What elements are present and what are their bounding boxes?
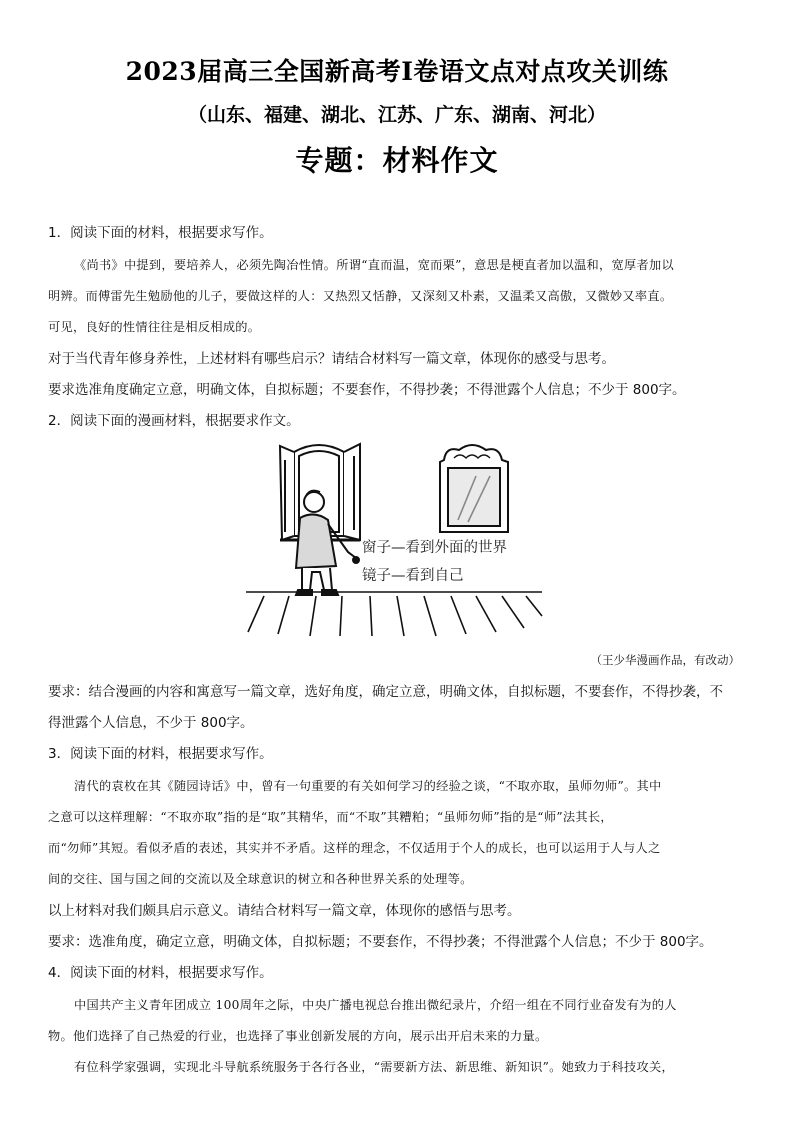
q4-material-2 [48,1052,748,1083]
q3-requirement: 要求：选准角度，确定立意，明确文体，自拟标题；不要套作，不得抄袭；不得泄露个人信息；不少于 800字。 [48,934,713,950]
main-title: 2023届高三全国新高考Ⅰ卷语文点对点攻关训练 [125,57,669,86]
q4-material [48,990,748,1052]
q1-material-line: 《尚书》中提到，要培养人，必须先陶冶性情。所谓“直而温，宽而栗”，意思是梗直者加以温和，宽厚者加以 [74,258,674,272]
mirror-icon [440,445,508,532]
comic-caption-window: 窗子—看到外面的世界 [362,540,507,556]
floor-lines [246,592,542,636]
q2-requirement-line: 要求：结合漫画的内容和寓意写一篇文章，选好角度，确定立意，明确文体，自拟标题，不要套作，不得抄袭，不 [48,684,723,700]
q1-prompt: 对于当代青年修身养性，上述材料有哪些启示？请结合材料写一篇文章，体现你的感受与思考。 [48,351,615,367]
q2-heading: 2．阅读下面的漫画材料，根据要求作文。 [48,413,300,429]
q3-material-line: 而“勿师”其短。看似矛盾的表述，其实并不矛盾。这样的理念，不仅适用于个人的成长，也可以运用于人与人之 [48,841,661,855]
q4-material-line: 中国共产主义青年团成立 100周年之际，中央广播电视总台推出微纪录片，介绍一组在不同行业奋发有为的人 [74,998,677,1012]
q3-material-line: 间的交往、国与国之间的交流以及全球意识的树立和各种世界关系的处理等。 [48,872,473,886]
q1-material [48,250,748,343]
q4-material-line: 物。他们选择了自己热爱的行业，也选择了事业创新发展的方向，展示出开启未来的力量。 [48,1029,548,1043]
sub-title: （山东、福建、湖北、江苏、广东、湖南、河北） [187,104,606,126]
q4-material-line: 有位科学家强调，实现北斗导航系统服务于各行各业，“需要新方法、新思维、新知识”。她致力于科技攻关， [74,1060,674,1074]
q3-prompt: 以上材料对我们颇具启示意义。请结合材料写一篇文章，体现你的感悟与思考。 [48,903,521,919]
q3-material-line: 清代的袁枚在其《随园诗话》中，曾有一句重要的有关如何学习的经验之谈，“不取亦取，虽师勿师”。其中 [74,779,662,793]
q1-material-line: 可见，良好的性情往往是相反相成的。 [48,320,261,334]
q4-heading: 4．阅读下面的材料，根据要求写作。 [48,965,273,981]
q3-material [48,771,748,895]
comic-caption-mirror: 镜子—看到自己 [362,568,464,584]
topic-title: 专题：材料作文 [295,144,499,177]
q2-requirement-line: 得泄露个人信息，不少于 800字。 [48,715,254,731]
comic-illustration [244,440,544,640]
q1-heading: 1．阅读下面的材料，根据要求写作。 [48,225,273,241]
q3-material-line: 之意可以这样理解：“不取亦取”指的是“取”其精华，而“不取”其糟粕；“虽师勿师”指的是“师”法其长， [48,810,613,824]
q2-requirement [48,677,748,739]
q1-requirement: 要求选准角度确定立意，明确文体，自拟标题；不要套作，不得抄袭；不得泄露个人信息；不少于 800字。 [48,382,686,398]
comic-credit: （王少华漫画作品，有改动） [590,653,740,667]
q1-material-line: 明辨。而傅雷先生勉励他的儿子，要做这样的人：又热烈又恬静，又深刻又朴素，又温柔又高傲，又微妙又率直。 [48,289,673,303]
q3-heading: 3．阅读下面的材料，根据要求写作。 [48,746,273,762]
